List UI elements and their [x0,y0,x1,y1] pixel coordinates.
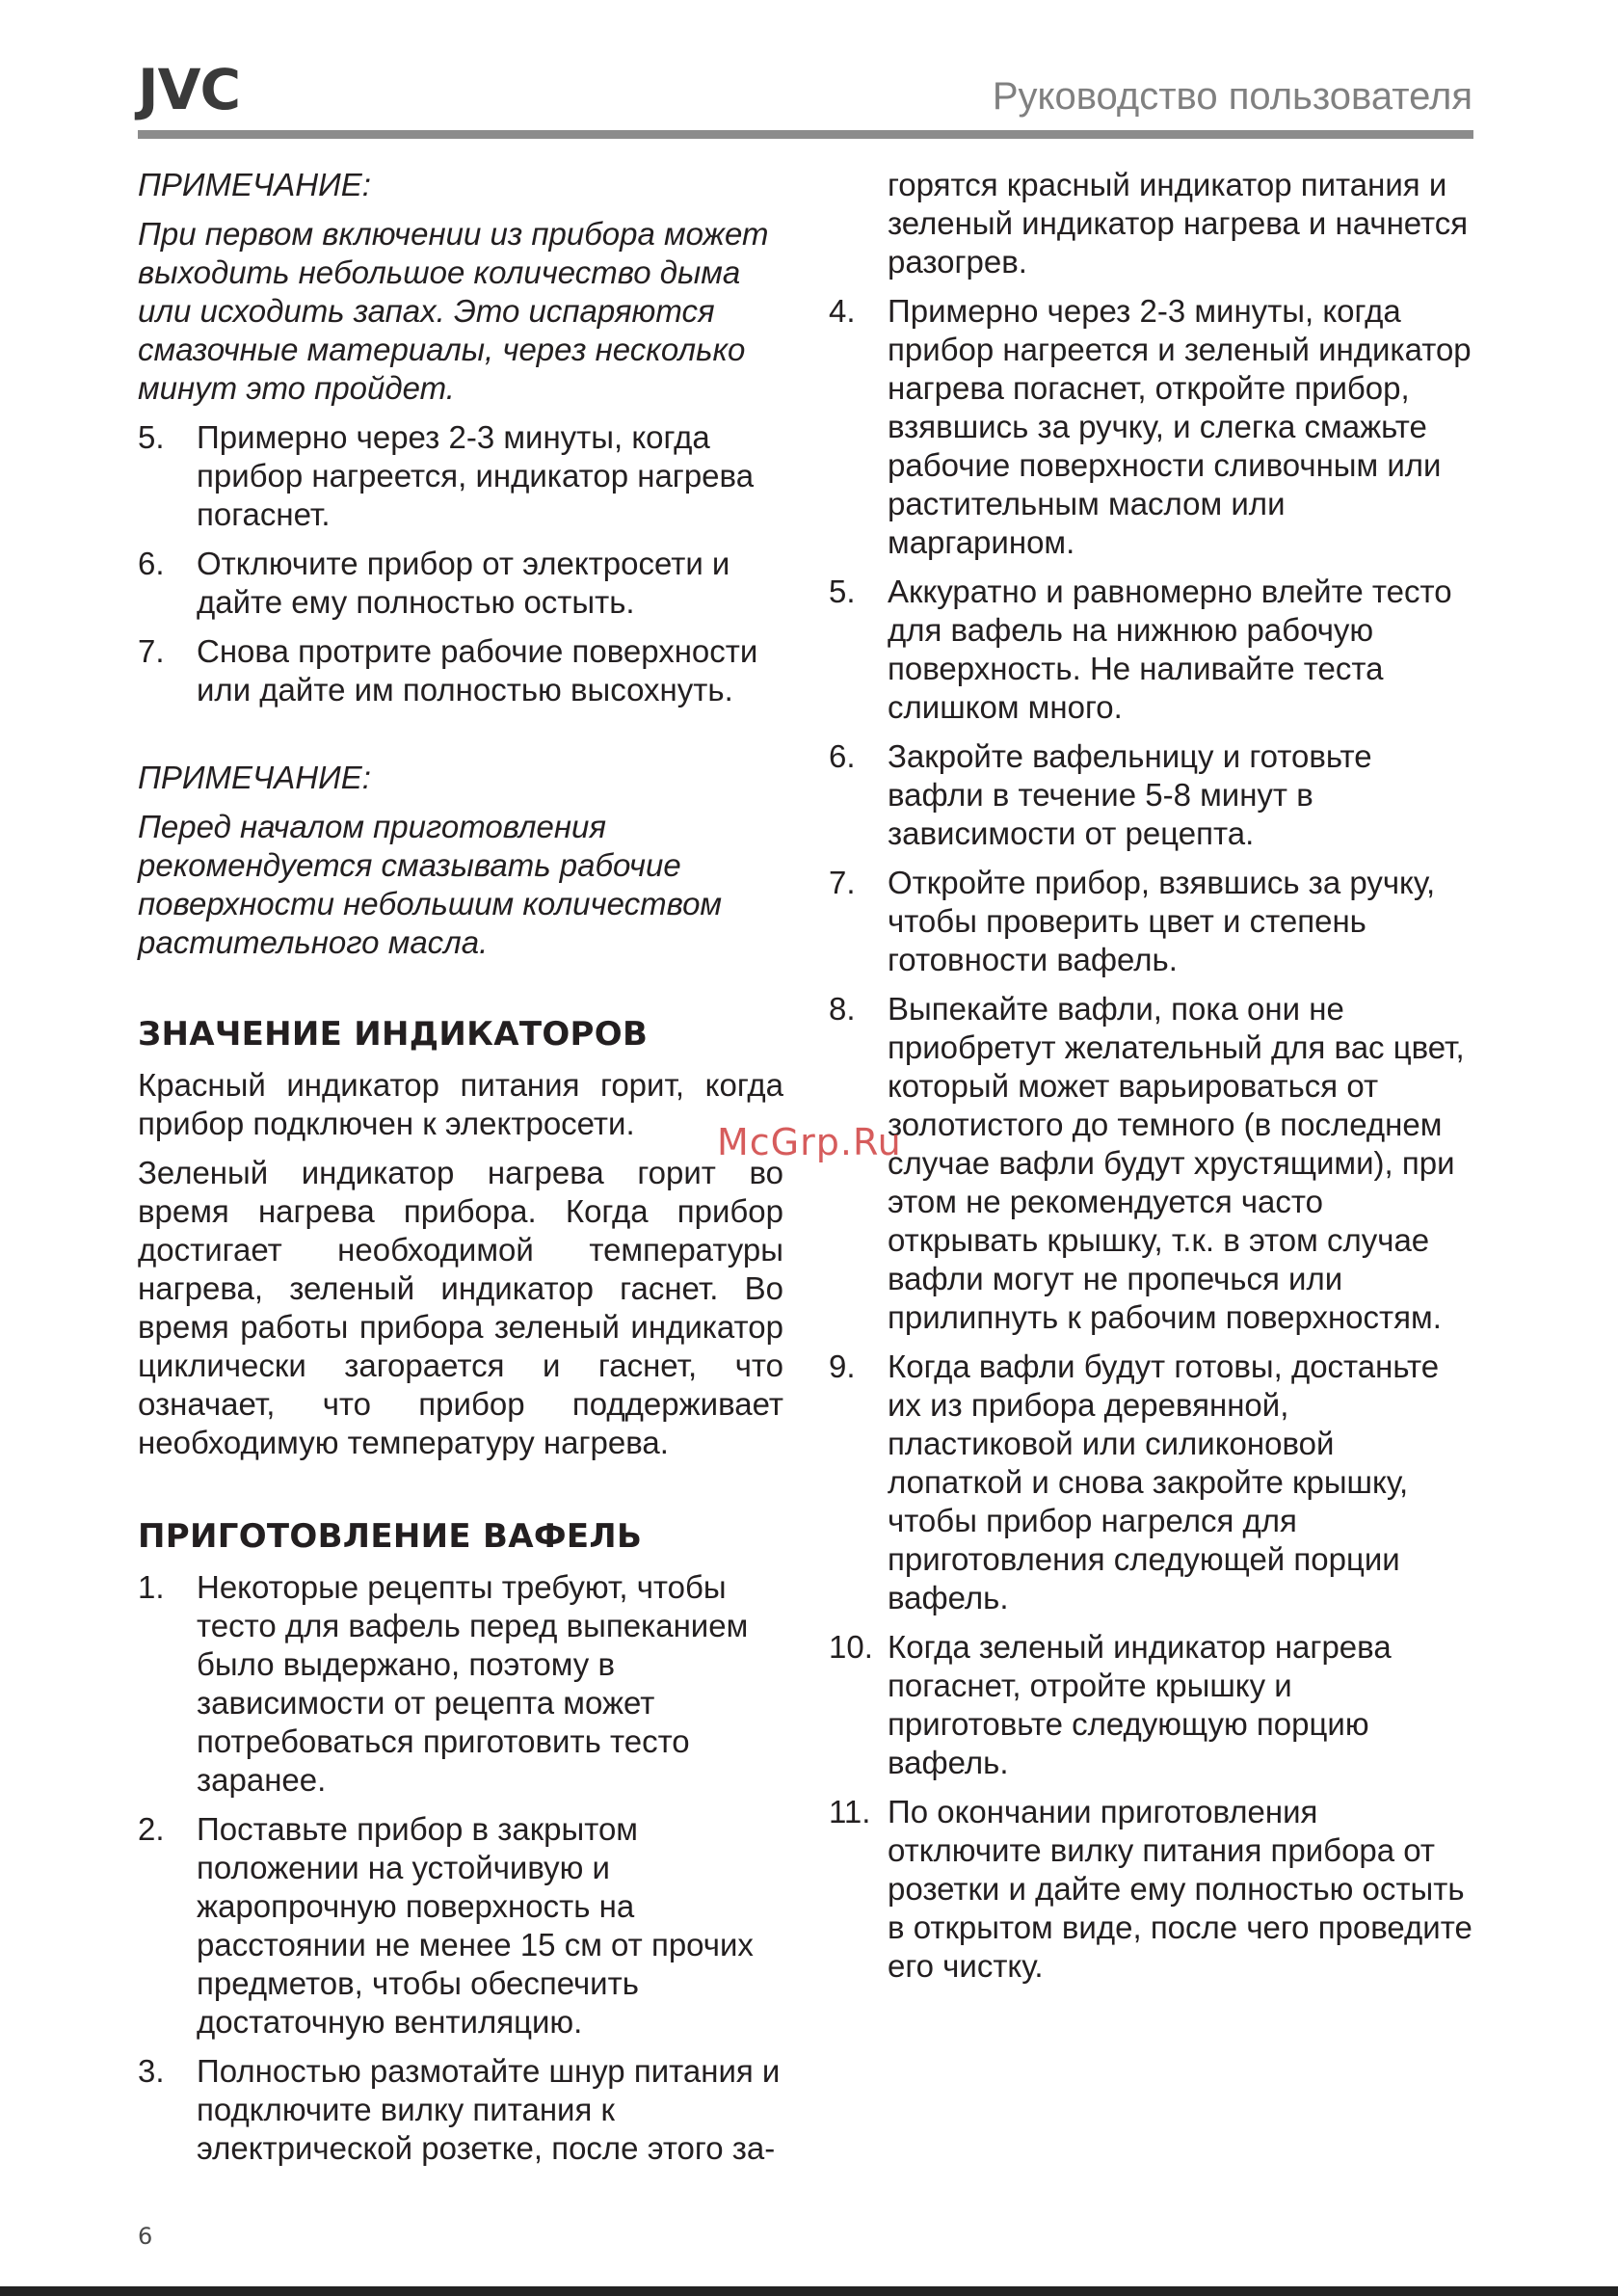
list-item [138,1810,783,2042]
item-text: Полностью размотайте шнур питания и подключите вилку питания к электрической розетке, после этого за- [197,2053,781,2166]
bottom-edge-bar [0,2286,1618,2296]
list-item [138,632,783,709]
item-number: 3. [138,2053,165,2089]
document-title: Руководство пользователя [992,75,1472,118]
item-text: Примерно через 2-3 минуты, когда прибор нагреется и зеленый индикатор нагрева погаснет, откройте прибор, взявшись за ручку, и слегка смажьте рабочие поверхности сливочным или растительным маслом или маргарином. [888,293,1472,560]
item-text: Поставьте прибор в закрытом положении на устойчивую и жаропрочную поверхность на расстоянии не менее 15 см от прочих предметов, чтобы обеспечить достаточную вентиляцию. [197,1811,754,2040]
page-number: 6 [138,2223,153,2250]
item-text: Некоторые рецепты требуют, чтобы тесто для вафель перед выпеканием было выдержано, поэтому в зависимости от рецепта может потребоваться приготовить тесто заранее. [197,1569,749,1798]
item-number: 5. [138,419,165,455]
watermark: McGrp.Ru [717,1121,902,1163]
section-heading-indicators: ЗНАЧЕНИЕ ИНДИКАТОРОВ [138,1015,649,1054]
item-text: Закройте вафельницу и готовьте вафли в течение 5-8 минут в зависимости от рецепта. [888,738,1372,851]
item-text: Отключите прибор от электросети и дайте ему полностью остыть. [197,546,730,620]
item-number: 4. [829,293,856,329]
list-item [138,418,783,534]
item-number: 6. [829,738,856,774]
list-item [829,1793,1474,1986]
item-text: Выпекайте вафли, пока они не приобретут желательный для вас цвет, который может варьироваться от золотистого до темного (в последнем случае вафли будут хрустящими), при этом не рекомендуется часто открывать крышку, т.к. в этом случае вафли могут не пропечься или прилипнуть к рабочим поверхностям. [888,991,1465,1335]
list-item [829,737,1474,853]
note-label: ПРИМЕЧАНИЕ: [138,167,371,202]
list-item [138,545,783,622]
item-text: Примерно через 2-3 минуты, когда прибор нагреется, индикатор нагрева погаснет. [197,419,755,532]
list-item [829,990,1474,1337]
item-text: По окончании приготовления отключите вилку питания прибора от розетки и дайте ему полностью остыть в открытом виде, после чего проведите его чистку. [888,1794,1472,1984]
left-column [138,166,783,2178]
continued-text: горятся красный индикатор питания и зеленый индикатор нагрева и начнется разогрев. [888,167,1469,280]
note-label: ПРИМЕЧАНИЕ: [138,760,371,795]
item-number: 2. [138,1811,165,1847]
paragraph: Зеленый индикатор нагрева горит во время нагрева прибора. Когда прибор достигает необходимой температуры нагрева, зеленый индикатор гаснет. Во время работы прибора зеленый индикатор циклически загорается и гаснет, что означает, что прибор поддерживает необходимую температуру нагрева. [138,1155,783,1460]
note-text: Перед началом приготовления рекомендуется смазывать рабочие поверхности небольшим количеством растительного масла. [138,809,723,960]
item-text: Аккуратно и равномерно влейте тесто для вафель на нижнюю рабочую поверхность. Не наливайте теста слишком много. [888,574,1452,725]
item-number: 11. [829,1794,871,1829]
list-item [138,1568,783,1800]
right-column [829,166,1474,1996]
paragraph: Красный индикатор питания горит, когда прибор подключен к электросети. [138,1067,783,1141]
list-item [829,292,1474,562]
list-item [829,864,1474,979]
jvc-logo: JVC [138,57,241,122]
item-number: 7. [829,865,856,900]
item-text: Когда зеленый индикатор нагрева погаснет, отройте крышку и приготовьте следующую порцию вафель. [888,1629,1392,1780]
header-divider [138,130,1473,139]
list-item [829,1628,1474,1782]
item-number: 1. [138,1569,165,1605]
item-number: 10. [829,1629,873,1665]
page-header [138,57,1472,141]
item-text: Откройте прибор, взявшись за ручку, чтобы проверить цвет и степень готовности вафель. [888,865,1436,977]
list-item [829,1348,1474,1617]
item-number: 9. [829,1348,856,1384]
item-number: 6. [138,546,165,581]
item-number: 5. [829,574,856,609]
list-item [829,573,1474,727]
note-text: При первом включении из прибора может выходить небольшое количество дыма или исходить запах. Это испаряются смазочные материалы, через несколько минут это пройдет. [138,216,769,406]
item-number: 7. [138,633,165,669]
item-text: Снова протрите рабочие поверхности или дайте им полностью высохнуть. [197,633,758,707]
list-item [138,2052,783,2168]
section-heading-waffles: ПРИГОТОВЛЕНИЕ ВАФЕЛЬ [138,1517,643,1556]
item-text: Когда вафли будут готовы, достаньте их из прибора деревянной, пластиковой или силиконовой лопаткой и снова закройте крышку, чтобы прибор нагрелся для приготовления следующей порции вафель. [888,1348,1440,1615]
item-number: 8. [829,991,856,1027]
